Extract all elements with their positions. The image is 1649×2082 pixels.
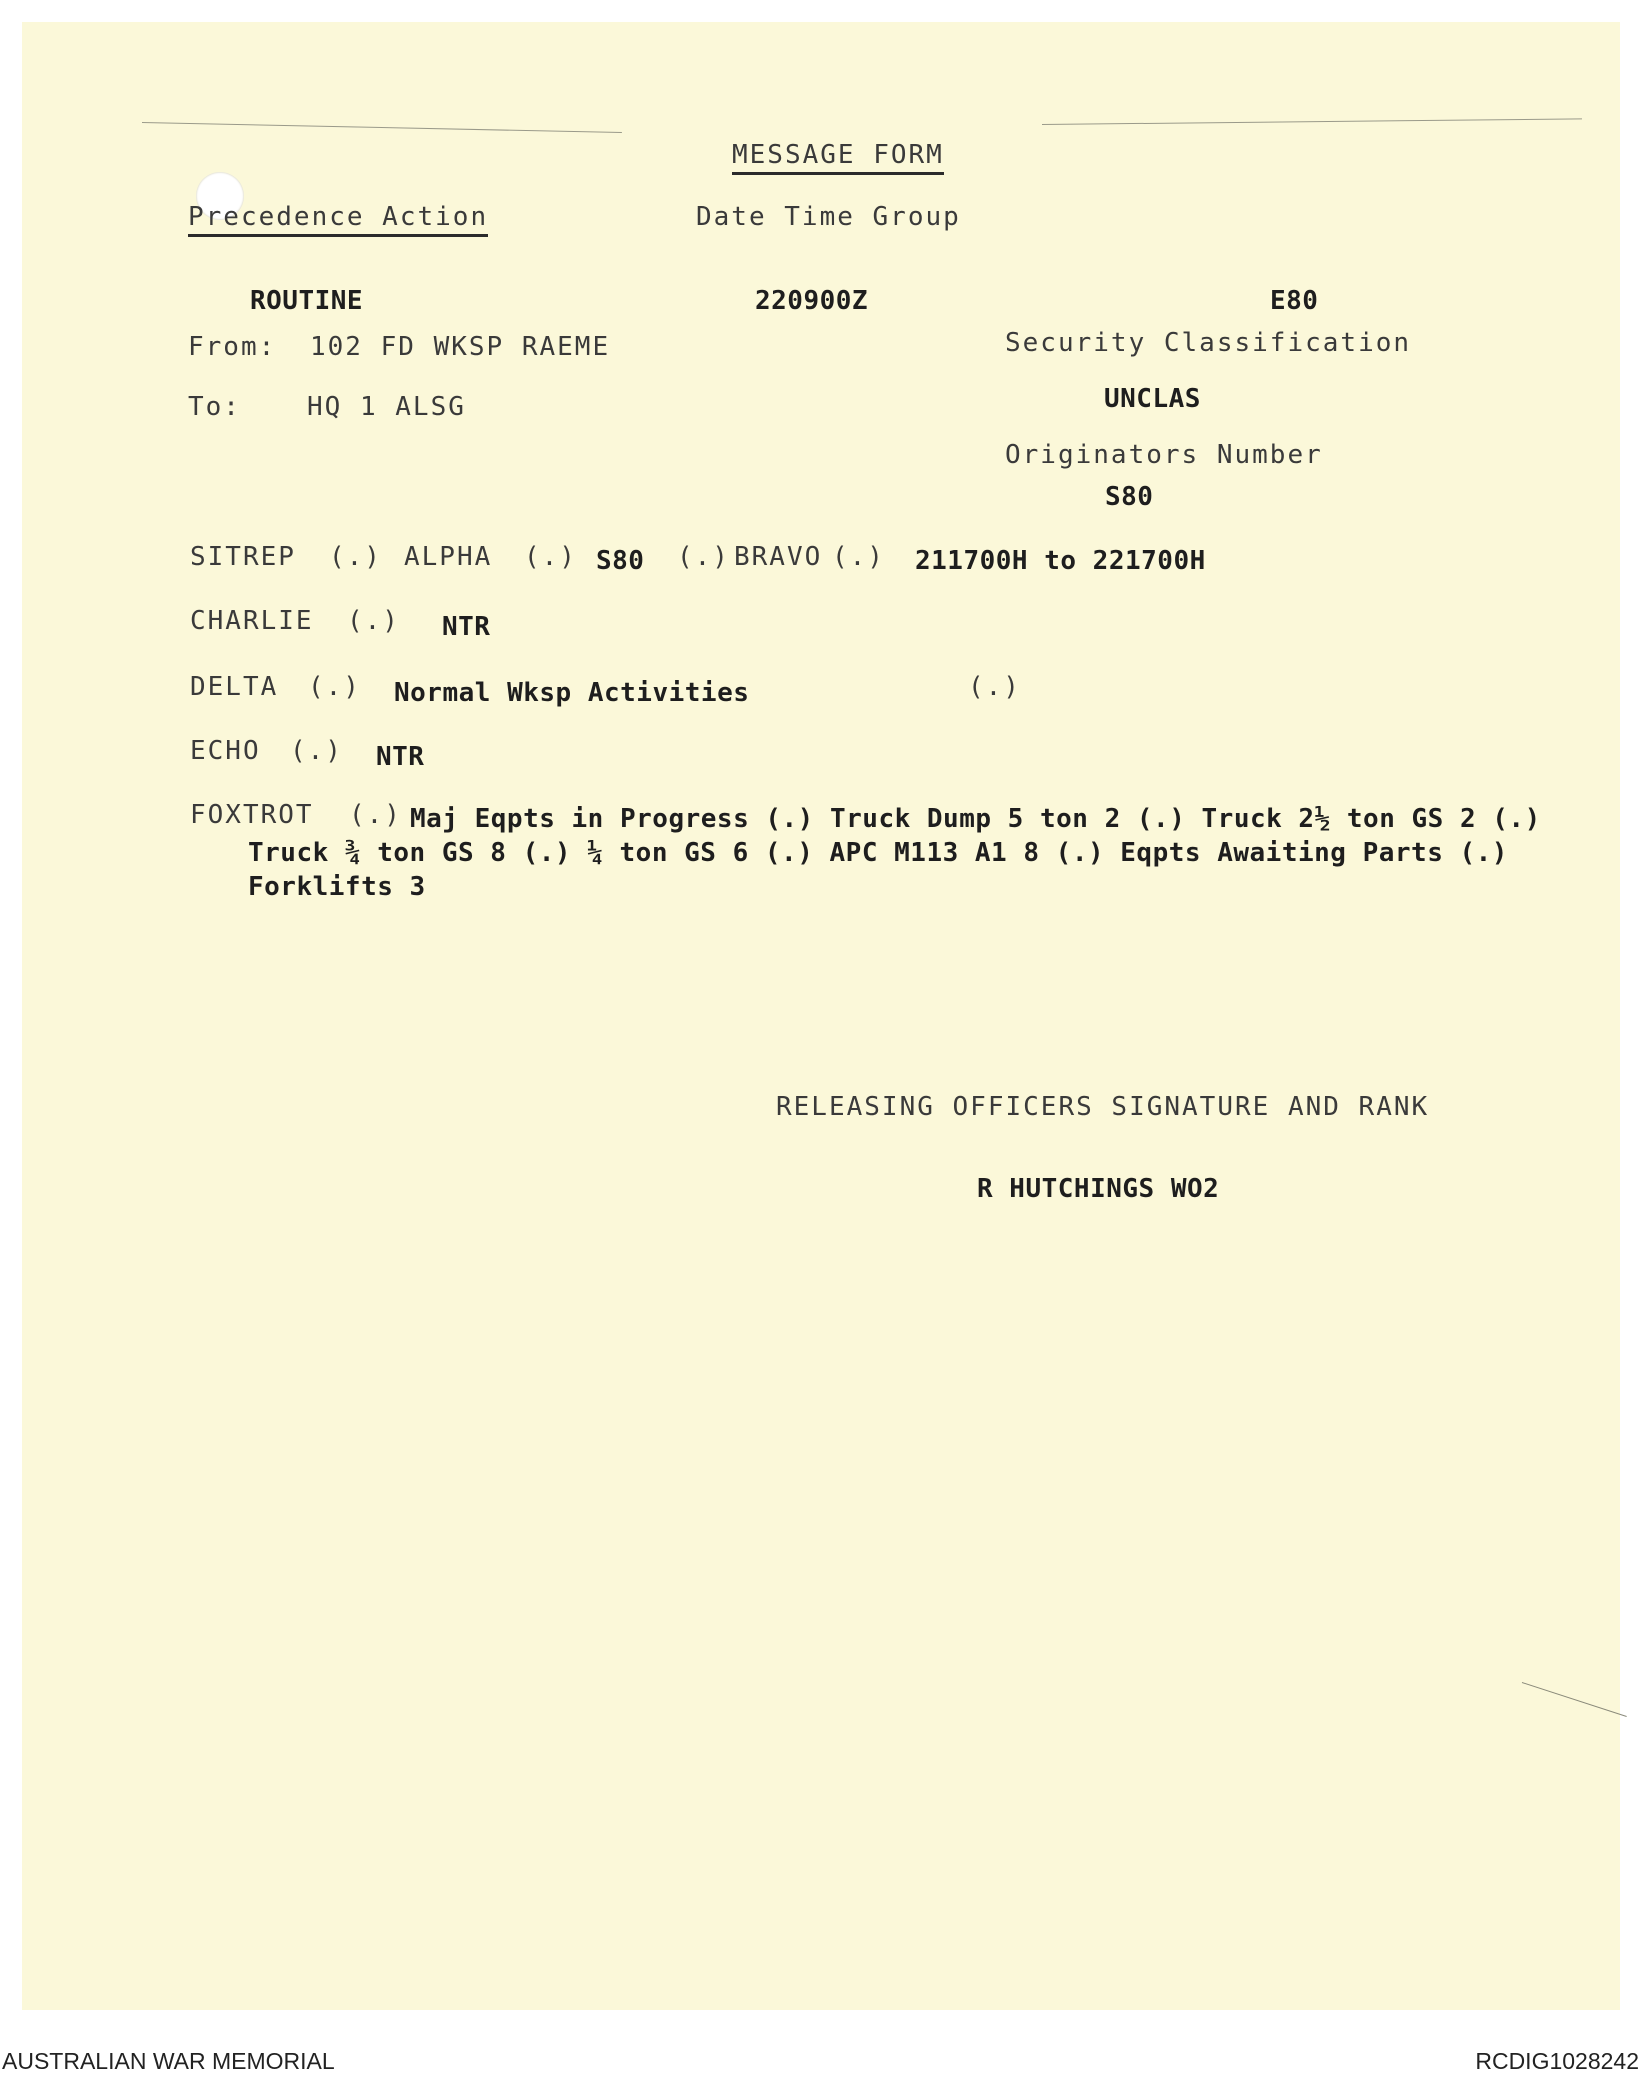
- serial-number: E80: [1270, 286, 1319, 316]
- delta-value: Normal Wksp Activities: [394, 678, 750, 708]
- sep: (.): [347, 606, 400, 636]
- charlie-value: NTR: [442, 612, 491, 642]
- sitrep-label: SITREP: [190, 542, 296, 572]
- delta-label: DELTA: [190, 672, 279, 702]
- sep: (.): [308, 672, 361, 702]
- form-title: MESSAGE FORM: [732, 140, 944, 175]
- sep: (.): [524, 542, 577, 572]
- foxtrot-label: FOXTROT: [190, 800, 314, 830]
- charlie-label: CHARLIE: [190, 606, 314, 636]
- archive-reference: RCDIG1028242: [1475, 2048, 1639, 2074]
- sep: (.): [968, 672, 1021, 702]
- top-rule-right: [1042, 118, 1582, 125]
- echo-label: ECHO: [190, 736, 261, 766]
- top-rule-left: [142, 122, 622, 133]
- archive-credit: AUSTRALIAN WAR MEMORIAL: [2, 2048, 335, 2074]
- bravo-value: 211700H to 221700H: [915, 546, 1206, 576]
- foxtrot-line-3: Forklifts 3: [248, 872, 426, 902]
- from-label: From:: [188, 332, 277, 362]
- document-page: [22, 22, 1620, 2010]
- sep: (.): [349, 800, 402, 830]
- precedence-value: ROUTINE: [250, 286, 364, 316]
- alpha-value: S80: [596, 546, 645, 576]
- release-signature: R HUTCHINGS WO2: [977, 1174, 1220, 1204]
- sep: (.): [677, 542, 730, 572]
- sep: (.): [832, 542, 885, 572]
- foxtrot-line-2: Truck ¾ ton GS 8 (.) ¼ ton GS 6 (.) APC M113 A1 8 (.) Eqpts Awaiting Parts (.): [248, 838, 1508, 868]
- precedence-label: Precedence Action: [188, 202, 488, 237]
- release-label: RELEASING OFFICERS SIGNATURE AND RANK: [776, 1092, 1430, 1122]
- originators-label: Originators Number: [1005, 440, 1323, 470]
- security-value: UNCLAS: [1104, 384, 1201, 414]
- echo-value: NTR: [376, 742, 425, 772]
- to-value: HQ 1 ALSG: [307, 392, 466, 422]
- to-label: To:: [188, 392, 241, 422]
- sep: (.): [329, 542, 382, 572]
- dtg-label: Date Time Group: [696, 202, 961, 232]
- alpha-label: ALPHA: [404, 542, 493, 572]
- foxtrot-line-1: Maj Eqpts in Progress (.) Truck Dump 5 ton 2 (.) Truck 2½ ton GS 2 (.): [410, 804, 1541, 834]
- originators-value: S80: [1105, 482, 1154, 512]
- security-label: Security Classification: [1005, 328, 1412, 358]
- dtg-value: 220900Z: [755, 286, 869, 316]
- corner-stroke: [1522, 1682, 1627, 1717]
- from-value: 102 FD WKSP RAEME: [310, 332, 611, 362]
- sep: (.): [290, 736, 343, 766]
- bravo-label: BRAVO: [734, 542, 823, 572]
